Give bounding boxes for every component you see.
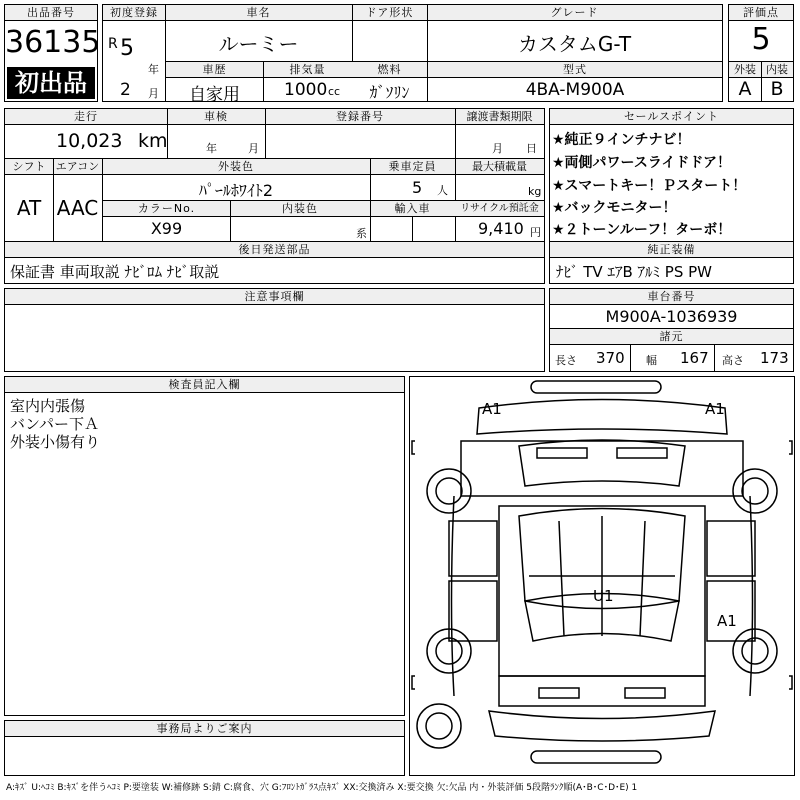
model-label: 型式 (428, 62, 722, 78)
int-color-label: 内装色 (230, 201, 370, 217)
color-no-label: カラーNo. (103, 201, 230, 217)
transfer-month-unit: 月 (492, 142, 503, 155)
shift-value: AT (16, 196, 42, 220)
grade-value: カスタムG-T (517, 32, 632, 56)
seats-unit: 人 (437, 184, 448, 197)
width-value: 167 (680, 349, 709, 367)
door-label: ドア形状 (352, 5, 427, 21)
month-unit: 月 (148, 87, 159, 100)
length-label: 長さ (555, 354, 577, 367)
mileage-value: 10,023 (56, 130, 123, 152)
width-label: 幅 (646, 354, 657, 367)
int-color-unit: 系 (356, 227, 367, 240)
recycle-label: リサイクル預託金 (455, 201, 544, 217)
seats-value: 5 (412, 178, 423, 197)
shift-label: シフト (5, 159, 53, 175)
first-reg-label: 初度登録 (103, 5, 165, 21)
transfer-day-unit: 日 (526, 142, 537, 155)
car-damage-diagram (409, 376, 795, 776)
history-value: 自家用 (189, 85, 240, 105)
lot-number-label: 出品番号 (5, 5, 97, 21)
displacement-value: 1000 (284, 80, 328, 100)
inspector-line-1: 室内内張傷 (10, 397, 86, 415)
reg-year: 5 (120, 36, 134, 61)
sales-point-2: ★両側パワースライドドア！ (552, 155, 732, 171)
interior-label: 内装 (761, 62, 793, 78)
interior-grade: B (770, 78, 784, 100)
chassis-value: M900A-1036939 (605, 307, 738, 326)
inspection-label: 車検 (167, 109, 265, 125)
sales-points-label: セールスポイント (550, 109, 793, 125)
ext-color-label: 外装色 (102, 159, 370, 175)
fuel-label: 燃料 (352, 62, 427, 78)
ext-color-value: ﾊﾟｰﾙﾎﾜｲﾄ2 (198, 181, 274, 200)
first-listing-text: 初出品 (15, 69, 87, 97)
height-value: 173 (760, 349, 789, 367)
score-label: 評価点 (729, 5, 793, 21)
sales-point-1: ★純正９インチナビ！ (552, 132, 691, 148)
spec-label: 諸元 (550, 329, 793, 345)
history-label: 車歴 (166, 62, 263, 78)
reg-no-label: 登録番号 (265, 109, 455, 125)
grade-label: グレード (427, 5, 722, 21)
mileage-unit: km (138, 130, 168, 152)
seats-label: 乗車定員 (370, 159, 455, 175)
diagram-mark-1: A1 (482, 400, 502, 418)
inspector-label: 検査員記入欄 (5, 377, 404, 393)
chassis-label: 車台番号 (550, 289, 793, 305)
inspector-line-2: バンパー下Ａ (10, 415, 99, 433)
recycle-unit: 円 (530, 226, 541, 239)
reg-month: 2 (120, 80, 131, 100)
exterior-grade: A (738, 78, 752, 100)
inspection-month-unit: 月 (248, 142, 259, 155)
lot-number-box (4, 4, 101, 102)
inspector-line-3: 外装小傷有り (10, 433, 101, 451)
equipment-label: 純正装備 (550, 242, 793, 258)
mileage-label: 走行 (5, 109, 167, 125)
office-label: 事務局よりご案内 (5, 721, 404, 737)
fuel-value: ｶﾞｿﾘﾝ (369, 83, 410, 102)
later-parts-label: 後日発送部品 (5, 242, 544, 258)
car-name-label: 車名 (165, 5, 352, 21)
sales-point-4: ★バックモニター！ (552, 200, 677, 216)
diagram-mark-3: U1 (593, 587, 614, 605)
year-unit: 年 (148, 63, 159, 76)
first-listing-badge (7, 67, 95, 99)
displacement-unit: cc (328, 85, 341, 98)
load-unit: kg (528, 185, 542, 198)
later-parts-value: 保証書 車両取説 ﾅﾋﾞﾛﾑ ﾅﾋﾞ取説 (10, 263, 220, 281)
era: R (108, 36, 118, 52)
equipment-value: ﾅﾋﾞ TV ｴｱB ｱﾙﾐ PS PW (556, 263, 712, 281)
lot-number: 36135 (5, 25, 101, 60)
transfer-label: 譲渡書類期限 (455, 109, 544, 125)
diagram-mark-4: A1 (717, 612, 737, 630)
length-value: 370 (596, 349, 625, 367)
height-label: 高さ (722, 354, 744, 367)
import-label: 輸入車 (370, 201, 455, 217)
notes-label: 注意事項欄 (5, 289, 544, 305)
model-value: 4BA-M900A (525, 80, 625, 100)
displacement-label: 排気量 (263, 62, 352, 78)
car-name: ルーミー (218, 32, 299, 56)
exterior-label: 外装 (729, 62, 761, 78)
load-label: 最大積載量 (455, 159, 544, 175)
diagram-mark-2: A1 (705, 400, 725, 418)
score-value: 5 (751, 22, 771, 57)
sales-point-3: ★スマートキー！Ｐスタート！ (552, 178, 747, 194)
legend-text: A:ｷｽﾞ U:ﾍｺﾐ B:ｷｽﾞを伴うﾍｺﾐ P:要塗装 W:補修跡 S:錆 C:腐食、穴 G:ﾌﾛﾝﾄｶﾞﾗｽ点ｷｽﾞ XX:交換済み X:要交換 欠:欠品 内・外装評価 5段階ﾗﾝｸ順(A･B･C･D･E) 1 (6, 783, 638, 793)
color-no-value: X99 (150, 219, 183, 238)
ac-label: エアコン (53, 159, 102, 175)
recycle-value: 9,410 (478, 219, 524, 238)
ac-value: AAC (56, 196, 99, 220)
sales-point-5: ★２トーンルーフ！ターボ！ (552, 222, 732, 238)
inspection-year-unit: 年 (206, 142, 217, 155)
